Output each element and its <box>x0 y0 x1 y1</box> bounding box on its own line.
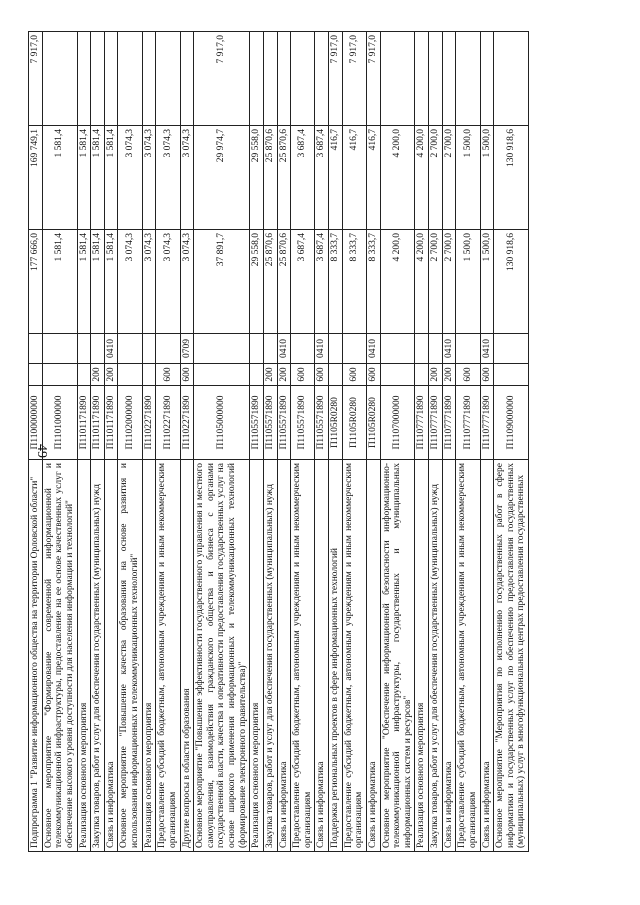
row-section <box>494 334 529 364</box>
row-regional: 1 581,4 <box>91 126 105 230</box>
table-row <box>456 32 480 852</box>
budget-table <box>28 31 529 852</box>
row-name: Закупка товаров, работ и услуг для обеспечения государственных (муниципальных) нужд <box>263 460 277 852</box>
row-federal <box>291 32 315 126</box>
row-expense-type: 200 <box>91 364 105 386</box>
row-expense-type <box>29 364 43 386</box>
row-federal <box>250 32 264 126</box>
row-federal <box>277 32 291 126</box>
page-number: 49 <box>34 444 49 458</box>
table-row <box>118 32 142 852</box>
row-federal <box>480 32 494 126</box>
table-row <box>180 32 194 852</box>
row-total: 3 074,3 <box>142 230 156 334</box>
row-federal <box>263 32 277 126</box>
row-federal <box>91 32 105 126</box>
row-code: П1102271890 <box>142 386 156 460</box>
row-total: 3 074,3 <box>118 230 142 334</box>
row-code: П1107771890 <box>429 386 443 460</box>
row-code: П1107771890 <box>415 386 429 460</box>
table-row <box>415 32 429 852</box>
table-row <box>380 32 415 852</box>
row-regional: 3 687,4 <box>315 126 329 230</box>
row-section <box>429 334 443 364</box>
row-total: 8 333,7 <box>366 230 380 334</box>
row-regional: 1 500,0 <box>456 126 480 230</box>
row-regional: 3 074,3 <box>180 126 194 230</box>
row-federal: 7 917,0 <box>194 32 250 126</box>
row-total: 1 581,4 <box>104 230 118 334</box>
row-code: П1107771890 <box>442 386 456 460</box>
table-row <box>342 32 366 852</box>
table-row <box>91 32 105 852</box>
row-federal <box>456 32 480 126</box>
row-regional: 1 581,4 <box>77 126 91 230</box>
row-expense-type: 600 <box>456 364 480 386</box>
row-expense-type: 200 <box>277 364 291 386</box>
row-name: Связь и информатика <box>480 460 494 852</box>
row-federal <box>142 32 156 126</box>
row-total: 37 891,7 <box>194 230 250 334</box>
row-regional: 25 870,6 <box>263 126 277 230</box>
row-name: Основное мероприятие "Повышение эффективности государственного управления и местного самоуправления, взаимодействия гражданского общества и бизнеса с органами государственной власти, качества и оперативности предоставления государственных услуг на основе широкого применения информационных и телекоммуникационных технологий (формирование электронного правительства)" <box>194 460 250 852</box>
row-code: П1105571890 <box>277 386 291 460</box>
row-federal <box>42 32 77 126</box>
row-section: 0410 <box>277 334 291 364</box>
row-regional: 1 581,4 <box>42 126 77 230</box>
row-name: Связь и информатика <box>315 460 329 852</box>
row-federal <box>156 32 180 126</box>
row-total: 3 074,3 <box>156 230 180 334</box>
row-section: 0410 <box>366 334 380 364</box>
row-federal <box>494 32 529 126</box>
row-total: 3 687,4 <box>291 230 315 334</box>
row-name: Реализация основного мероприятия <box>142 460 156 852</box>
row-regional: 130 918,6 <box>494 126 529 230</box>
row-section <box>29 334 43 364</box>
row-code: П1109000000 <box>494 386 529 460</box>
row-total: 25 870,6 <box>277 230 291 334</box>
row-code: П1107000000 <box>380 386 415 460</box>
row-expense-type: 600 <box>291 364 315 386</box>
row-total: 1 581,4 <box>91 230 105 334</box>
row-name: Основное мероприятие "Формирование современной информационной и телекоммуникационной инфраструктуры, предоставление на ее основе качественных услуг и обеспечение высокого уровня доступности для населения информации и технологий" <box>42 460 77 852</box>
table-row <box>29 32 43 852</box>
row-federal: 7 917,0 <box>366 32 380 126</box>
row-expense-type: 200 <box>442 364 456 386</box>
row-total: 4 200,0 <box>380 230 415 334</box>
row-section <box>142 334 156 364</box>
row-regional: 416,7 <box>366 126 380 230</box>
row-regional: 4 200,0 <box>415 126 429 230</box>
row-section: 0709 <box>180 334 194 364</box>
row-expense-type <box>42 364 77 386</box>
row-code: П1105571890 <box>315 386 329 460</box>
table-row <box>104 32 118 852</box>
row-total: 1 500,0 <box>456 230 480 334</box>
row-code: П1100000000 <box>29 386 43 460</box>
table-row <box>494 32 529 852</box>
table-row <box>77 32 91 852</box>
row-name: Предоставление субсидий бюджетным, автономным учреждениям и иным некоммерческим организациям <box>156 460 180 852</box>
row-regional: 416,7 <box>342 126 366 230</box>
row-code: П1101171890 <box>77 386 91 460</box>
row-expense-type <box>380 364 415 386</box>
row-name: Реализация основного мероприятия <box>415 460 429 852</box>
row-expense-type: 200 <box>104 364 118 386</box>
row-expense-type: 200 <box>263 364 277 386</box>
table-row <box>250 32 264 852</box>
row-section <box>342 334 366 364</box>
row-name: Связь и информатика <box>104 460 118 852</box>
row-section <box>42 334 77 364</box>
row-section <box>194 334 250 364</box>
row-total: 3 074,3 <box>180 230 194 334</box>
row-regional: 3 687,4 <box>291 126 315 230</box>
row-name: Реализация основного мероприятия <box>77 460 91 852</box>
row-code: П1102271890 <box>156 386 180 460</box>
row-regional: 2 700,0 <box>429 126 443 230</box>
row-regional: 25 870,6 <box>277 126 291 230</box>
row-regional: 4 200,0 <box>380 126 415 230</box>
row-section: 0410 <box>104 334 118 364</box>
table-body <box>29 32 529 852</box>
row-federal <box>442 32 456 126</box>
row-name: Закупка товаров, работ и услуг для обеспечения государственных (муниципальных) нужд <box>429 460 443 852</box>
row-federal <box>77 32 91 126</box>
row-name: Предоставление субсидий бюджетным, автономным учреждениям и иным некоммерческим организациям <box>456 460 480 852</box>
row-federal: 7 917,0 <box>342 32 366 126</box>
row-federal <box>180 32 194 126</box>
row-expense-type <box>118 364 142 386</box>
row-total: 4 200,0 <box>415 230 429 334</box>
row-code: П1105571890 <box>263 386 277 460</box>
row-expense-type: 600 <box>342 364 366 386</box>
row-regional: 1 581,4 <box>104 126 118 230</box>
rotated-page <box>28 32 588 852</box>
row-code: П1102000000 <box>118 386 142 460</box>
row-name: Предоставление субсидий бюджетным, автономным учреждениям и иным некоммерческим организациям <box>291 460 315 852</box>
row-total: 1 581,4 <box>77 230 91 334</box>
table-row <box>442 32 456 852</box>
row-name: Основное мероприятие "Обеспечение информационной безопасности информационно-телекоммуникационной инфраструктуры, государственных и муниципальных информационных систем и ресурсов" <box>380 460 415 852</box>
row-section <box>456 334 480 364</box>
row-expense-type <box>329 364 343 386</box>
row-total: 29 558,0 <box>250 230 264 334</box>
row-code: П1105571890 <box>250 386 264 460</box>
row-name: Основное мероприятие "Мероприятия по исполнению государственных работ в сфере информатики и государственных услуг по обеспечению предоставления государственных (муниципальных) услуг в многофункциональных центрах предоставления государственных <box>494 460 529 852</box>
row-section: 0410 <box>442 334 456 364</box>
row-section <box>91 334 105 364</box>
row-expense-type <box>142 364 156 386</box>
row-regional: 3 074,3 <box>118 126 142 230</box>
row-code: П1107771890 <box>480 386 494 460</box>
row-regional: 1 500,0 <box>480 126 494 230</box>
row-name: Связь и информатика <box>442 460 456 852</box>
row-total: 1 581,4 <box>42 230 77 334</box>
row-total: 177 666,0 <box>29 230 43 334</box>
row-total: 1 500,0 <box>480 230 494 334</box>
row-regional: 29 974,7 <box>194 126 250 230</box>
row-code: П1105000000 <box>194 386 250 460</box>
row-name: Предоставление субсидий бюджетным, автономным учреждениям и иным некоммерческим организациям <box>342 460 366 852</box>
row-federal: 7 917,0 <box>329 32 343 126</box>
row-section <box>77 334 91 364</box>
row-total: 2 700,0 <box>429 230 443 334</box>
row-code: П1101000000 <box>42 386 77 460</box>
row-code: П1105571890 <box>291 386 315 460</box>
row-regional: 416,7 <box>329 126 343 230</box>
row-code: П1105R0280 <box>342 386 366 460</box>
table-row <box>194 32 250 852</box>
row-federal <box>380 32 415 126</box>
row-expense-type <box>250 364 264 386</box>
table-row <box>42 32 77 852</box>
row-expense-type: 600 <box>366 364 380 386</box>
table-row <box>277 32 291 852</box>
row-name: Связь и информатика <box>277 460 291 852</box>
row-section: 0410 <box>480 334 494 364</box>
row-name: Основное мероприятие "Повышение качества образования на основе развития и использования информационных и телекоммуникационных технологий" <box>118 460 142 852</box>
row-federal <box>315 32 329 126</box>
row-name: Подпрограмма 1 "Развитие информационного общества на территории Орловской области" <box>29 460 43 852</box>
row-federal <box>118 32 142 126</box>
row-federal: 7 917,0 <box>29 32 43 126</box>
row-expense-type <box>194 364 250 386</box>
row-section <box>415 334 429 364</box>
row-expense-type: 200 <box>429 364 443 386</box>
table-row <box>315 32 329 852</box>
row-total: 2 700,0 <box>442 230 456 334</box>
row-expense-type <box>415 364 429 386</box>
row-regional: 3 074,3 <box>156 126 180 230</box>
row-regional: 29 558,0 <box>250 126 264 230</box>
row-expense-type: 600 <box>315 364 329 386</box>
table-row <box>429 32 443 852</box>
row-section <box>291 334 315 364</box>
row-total: 8 333,7 <box>329 230 343 334</box>
row-name: Закупка товаров, работ и услуг для обеспечения государственных (муниципальных) нужд <box>91 460 105 852</box>
row-regional: 169 749,1 <box>29 126 43 230</box>
table-row <box>480 32 494 852</box>
table-row <box>156 32 180 852</box>
row-section: 0410 <box>315 334 329 364</box>
row-code: П1101171890 <box>104 386 118 460</box>
row-total: 130 918,6 <box>494 230 529 334</box>
row-section <box>156 334 180 364</box>
row-federal <box>415 32 429 126</box>
row-total: 8 333,7 <box>342 230 366 334</box>
row-code: П1101171890 <box>91 386 105 460</box>
row-total: 3 687,4 <box>315 230 329 334</box>
row-expense-type: 600 <box>180 364 194 386</box>
row-section <box>118 334 142 364</box>
row-regional: 3 074,3 <box>142 126 156 230</box>
table-row <box>263 32 277 852</box>
table-row <box>366 32 380 852</box>
row-section <box>263 334 277 364</box>
row-section <box>250 334 264 364</box>
row-name: Другие вопросы в области образования <box>180 460 194 852</box>
row-section <box>329 334 343 364</box>
row-federal <box>104 32 118 126</box>
row-code: П1105R0280 <box>329 386 343 460</box>
row-regional: 2 700,0 <box>442 126 456 230</box>
table-row <box>142 32 156 852</box>
row-code: П1102271890 <box>180 386 194 460</box>
row-expense-type: 600 <box>480 364 494 386</box>
row-code: П1107771890 <box>456 386 480 460</box>
row-section <box>380 334 415 364</box>
row-total: 25 870,6 <box>263 230 277 334</box>
row-expense-type: 600 <box>156 364 180 386</box>
row-name: Связь и информатика <box>366 460 380 852</box>
row-federal <box>429 32 443 126</box>
row-expense-type <box>494 364 529 386</box>
row-name: Поддержка региональных проектов в сфере информационных технологий <box>329 460 343 852</box>
row-name: Реализация основного мероприятия <box>250 460 264 852</box>
table-row <box>291 32 315 852</box>
row-code: П1105R0280 <box>366 386 380 460</box>
row-expense-type <box>77 364 91 386</box>
table-row <box>329 32 343 852</box>
